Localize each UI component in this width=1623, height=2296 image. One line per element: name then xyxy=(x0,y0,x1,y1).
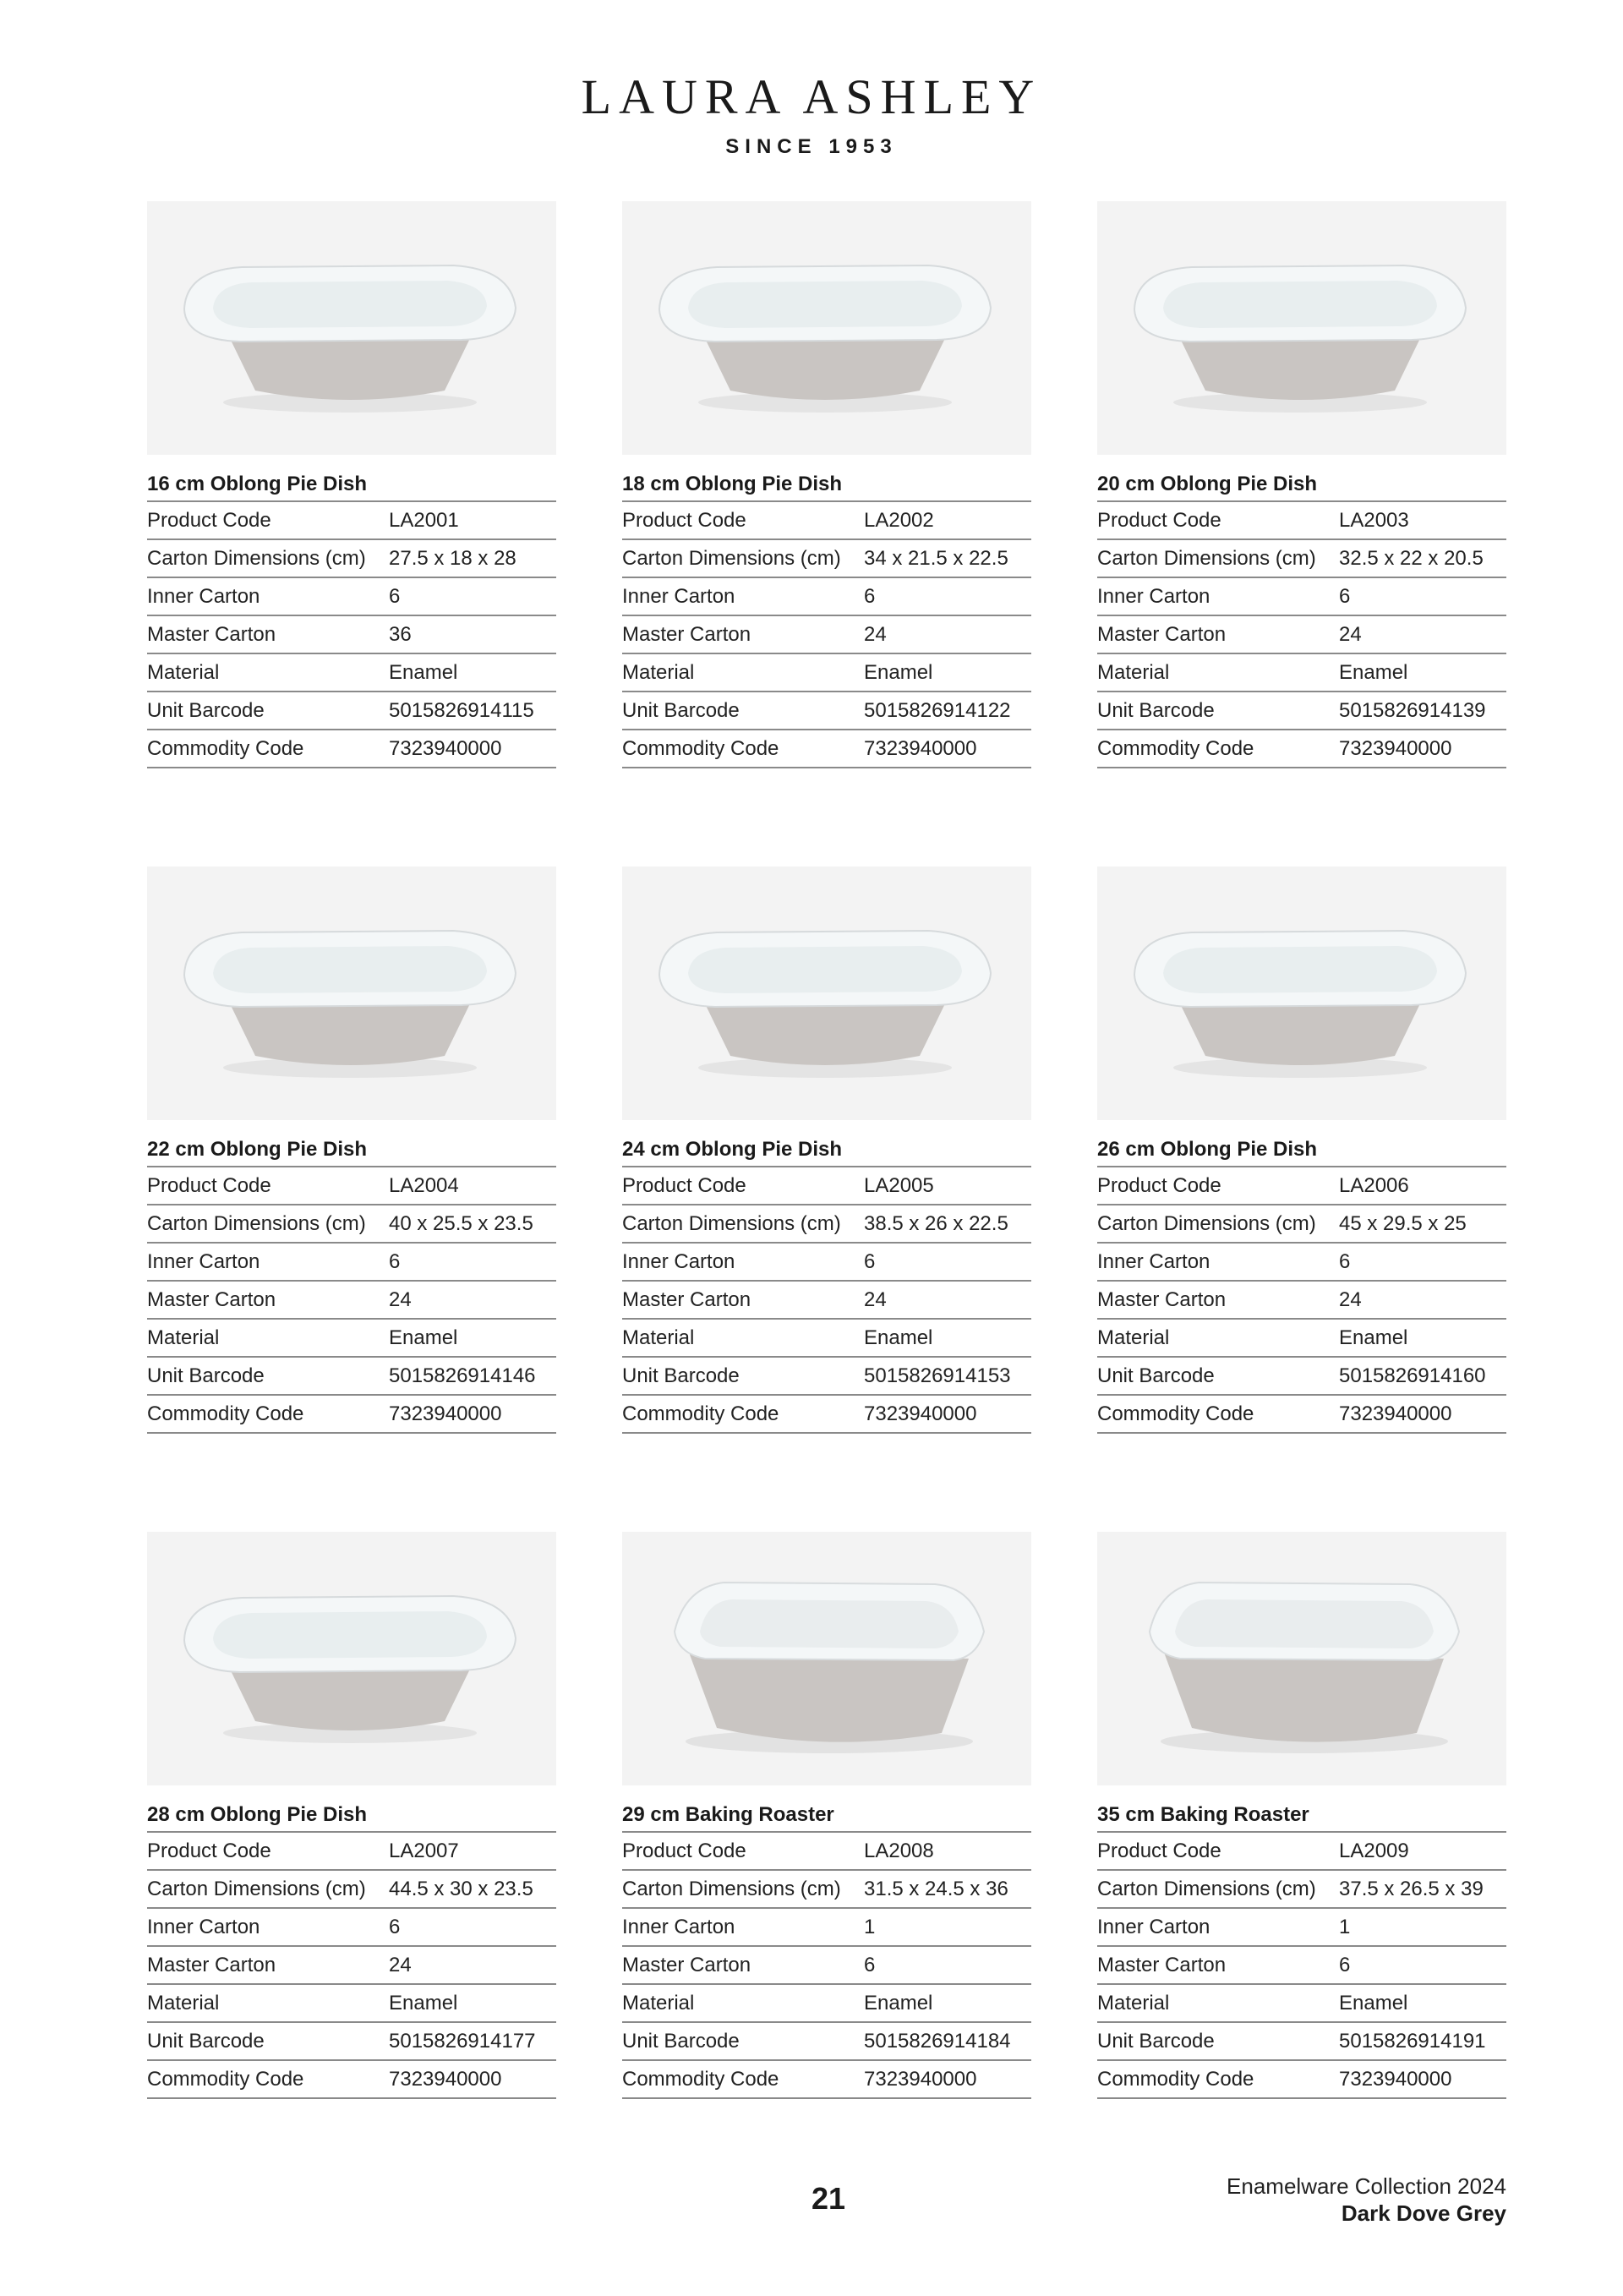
product-card xyxy=(1097,866,1506,1434)
brand-name: LAURA ASHLEY xyxy=(581,69,1042,124)
spec-row-commodity-code xyxy=(1097,1396,1506,1434)
product-card xyxy=(147,866,556,1434)
footer xyxy=(1227,2173,1506,2227)
spec-value: 6 xyxy=(1339,1250,1351,1273)
spec-value: 6 xyxy=(389,585,401,608)
spec-label: Commodity Code xyxy=(622,737,779,760)
spec-row-carton-dimensions xyxy=(1097,1205,1506,1244)
spec-row-carton-dimensions xyxy=(622,1871,1031,1909)
spec-row-unit-barcode xyxy=(147,1358,556,1396)
spec-row-material xyxy=(622,654,1031,692)
product-title: 22 cm Oblong Pie Dish xyxy=(147,1137,556,1167)
spec-value: 7323940000 xyxy=(864,737,977,760)
spec-row-product-code xyxy=(1097,1833,1506,1871)
spec-row-unit-barcode xyxy=(622,692,1031,730)
spec-row-product-code xyxy=(147,1167,556,1205)
spec-label: Product Code xyxy=(1097,1174,1221,1197)
spec-row-carton-dimensions xyxy=(622,540,1031,578)
product-title: 35 cm Baking Roaster xyxy=(1097,1802,1506,1833)
spec-value: 5015826914184 xyxy=(864,2030,1011,2053)
spec-label: Commodity Code xyxy=(622,2068,779,2091)
product-title: 24 cm Oblong Pie Dish xyxy=(622,1137,1031,1167)
spec-label: Master Carton xyxy=(1097,1288,1227,1311)
spec-value: 5015826914177 xyxy=(389,2030,536,2053)
spec-row-inner-carton xyxy=(1097,578,1506,616)
spec-value: Enamel xyxy=(389,661,458,684)
spec-label: Commodity Code xyxy=(1097,1402,1254,1425)
spec-label: Unit Barcode xyxy=(622,2030,740,2053)
spec-value: LA2008 xyxy=(864,1840,934,1862)
spec-value: 36 xyxy=(389,623,412,646)
spec-row-unit-barcode xyxy=(622,1358,1031,1396)
spec-row-product-code xyxy=(1097,1167,1506,1205)
spec-value: LA2009 xyxy=(1339,1840,1409,1862)
spec-row-inner-carton xyxy=(622,1244,1031,1282)
spec-value: 7323940000 xyxy=(389,1402,502,1425)
spec-label: Carton Dimensions (cm) xyxy=(147,1212,366,1235)
spec-label: Product Code xyxy=(622,1840,746,1862)
spec-row-inner-carton xyxy=(1097,1244,1506,1282)
spec-row-inner-carton xyxy=(622,578,1031,616)
spec-row-unit-barcode xyxy=(147,2023,556,2061)
spec-row-inner-carton xyxy=(147,1244,556,1282)
brand-logo xyxy=(0,68,1623,159)
spec-label: Master Carton xyxy=(1097,623,1227,646)
product-card xyxy=(1097,201,1506,768)
spec-label: Inner Carton xyxy=(622,1250,735,1273)
spec-label: Carton Dimensions (cm) xyxy=(1097,1878,1316,1900)
product-card xyxy=(147,201,556,768)
spec-label: Carton Dimensions (cm) xyxy=(147,1878,366,1900)
spec-value: LA2002 xyxy=(864,509,934,532)
spec-value: 7323940000 xyxy=(1339,1402,1452,1425)
spec-label: Material xyxy=(1097,1992,1170,2014)
product-card xyxy=(622,201,1031,768)
spec-label: Unit Barcode xyxy=(1097,699,1215,722)
spec-value: 6 xyxy=(1339,585,1351,608)
page-number: 21 xyxy=(811,2181,846,2216)
spec-value: Enamel xyxy=(1339,1992,1408,2014)
spec-label: Master Carton xyxy=(622,1954,751,1976)
spec-row-master-carton xyxy=(147,616,556,654)
spec-label: Commodity Code xyxy=(1097,737,1254,760)
spec-value: 5015826914146 xyxy=(389,1364,536,1387)
spec-row-master-carton xyxy=(622,616,1031,654)
spec-value: 6 xyxy=(389,1250,401,1273)
spec-value: 6 xyxy=(1339,1954,1351,1976)
spec-label: Inner Carton xyxy=(622,585,735,608)
product-title: 18 cm Oblong Pie Dish xyxy=(622,472,1031,502)
spec-value: Enamel xyxy=(864,661,933,684)
spec-value: 27.5 x 18 x 28 xyxy=(389,547,516,570)
oblong-pie-dish-photo xyxy=(1097,201,1506,455)
spec-value: 7323940000 xyxy=(1339,737,1452,760)
spec-label: Product Code xyxy=(1097,1840,1221,1862)
spec-row-material xyxy=(147,654,556,692)
spec-label: Material xyxy=(622,1326,695,1349)
spec-label: Material xyxy=(147,1326,220,1349)
spec-value: 31.5 x 24.5 x 36 xyxy=(864,1878,1008,1900)
spec-value: LA2006 xyxy=(1339,1174,1409,1197)
spec-value: 24 xyxy=(864,1288,887,1311)
spec-row-material xyxy=(147,1985,556,2023)
spec-row-product-code xyxy=(147,502,556,540)
spec-row-unit-barcode xyxy=(147,692,556,730)
oblong-pie-dish-photo xyxy=(1097,866,1506,1120)
spec-row-master-carton xyxy=(622,1282,1031,1320)
spec-row-master-carton xyxy=(147,1947,556,1985)
spec-label: Commodity Code xyxy=(622,1402,779,1425)
spec-label: Master Carton xyxy=(622,1288,751,1311)
spec-row-commodity-code xyxy=(622,1396,1031,1434)
spec-value: 44.5 x 30 x 23.5 xyxy=(389,1878,533,1900)
spec-label: Master Carton xyxy=(622,623,751,646)
spec-label: Product Code xyxy=(1097,509,1221,532)
spec-value: Enamel xyxy=(864,1992,933,2014)
spec-value: 32.5 x 22 x 20.5 xyxy=(1339,547,1484,570)
spec-row-carton-dimensions xyxy=(1097,540,1506,578)
spec-label: Inner Carton xyxy=(622,1916,735,1938)
spec-label: Unit Barcode xyxy=(622,699,740,722)
spec-value: 40 x 25.5 x 23.5 xyxy=(389,1212,533,1235)
spec-label: Product Code xyxy=(147,509,271,532)
spec-value: LA2003 xyxy=(1339,509,1409,532)
spec-row-carton-dimensions xyxy=(1097,1871,1506,1909)
spec-row-inner-carton xyxy=(1097,1909,1506,1947)
spec-value: LA2001 xyxy=(389,509,459,532)
spec-row-unit-barcode xyxy=(622,2023,1031,2061)
spec-row-commodity-code xyxy=(1097,2061,1506,2099)
spec-label: Master Carton xyxy=(147,1954,276,1976)
spec-row-commodity-code xyxy=(147,730,556,768)
spec-value: 1 xyxy=(1339,1916,1351,1938)
spec-value: LA2004 xyxy=(389,1174,459,1197)
spec-row-commodity-code xyxy=(147,2061,556,2099)
spec-label: Product Code xyxy=(147,1840,271,1862)
product-title: 16 cm Oblong Pie Dish xyxy=(147,472,556,502)
spec-label: Carton Dimensions (cm) xyxy=(1097,1212,1316,1235)
spec-value: 7323940000 xyxy=(389,2068,502,2091)
spec-label: Carton Dimensions (cm) xyxy=(147,547,366,570)
spec-label: Master Carton xyxy=(147,1288,276,1311)
spec-row-unit-barcode xyxy=(1097,1358,1506,1396)
spec-label: Commodity Code xyxy=(147,1402,304,1425)
oblong-pie-dish-photo xyxy=(147,201,556,455)
spec-label: Unit Barcode xyxy=(147,2030,265,2053)
spec-label: Inner Carton xyxy=(147,1250,260,1273)
product-title: 28 cm Oblong Pie Dish xyxy=(147,1802,556,1833)
spec-value: Enamel xyxy=(389,1326,458,1349)
spec-value: 6 xyxy=(864,1250,876,1273)
spec-value: Enamel xyxy=(1339,1326,1408,1349)
spec-row-inner-carton xyxy=(147,578,556,616)
spec-label: Inner Carton xyxy=(1097,1250,1210,1273)
spec-value: 6 xyxy=(389,1916,401,1938)
spec-row-carton-dimensions xyxy=(622,1205,1031,1244)
product-title: 20 cm Oblong Pie Dish xyxy=(1097,472,1506,502)
spec-row-carton-dimensions xyxy=(147,1205,556,1244)
spec-value: 24 xyxy=(389,1954,412,1976)
spec-row-unit-barcode xyxy=(1097,2023,1506,2061)
spec-row-master-carton xyxy=(1097,1282,1506,1320)
spec-label: Carton Dimensions (cm) xyxy=(622,1212,841,1235)
spec-value: 1 xyxy=(864,1916,876,1938)
spec-label: Material xyxy=(1097,661,1170,684)
spec-row-product-code xyxy=(622,1833,1031,1871)
spec-label: Material xyxy=(622,661,695,684)
baking-roaster-photo xyxy=(1097,1532,1506,1785)
spec-label: Product Code xyxy=(147,1174,271,1197)
spec-label: Unit Barcode xyxy=(622,1364,740,1387)
spec-row-unit-barcode xyxy=(1097,692,1506,730)
spec-row-product-code xyxy=(622,1167,1031,1205)
spec-value: 5015826914122 xyxy=(864,699,1011,722)
spec-value: 6 xyxy=(864,585,876,608)
spec-label: Commodity Code xyxy=(1097,2068,1254,2091)
spec-label: Product Code xyxy=(622,1174,746,1197)
product-card xyxy=(1097,1532,1506,2099)
spec-value: LA2007 xyxy=(389,1840,459,1862)
brand-since: SINCE 1953 xyxy=(725,135,898,158)
spec-row-material xyxy=(622,1985,1031,2023)
spec-value: 7323940000 xyxy=(1339,2068,1452,2091)
spec-row-carton-dimensions xyxy=(147,540,556,578)
spec-label: Inner Carton xyxy=(1097,1916,1210,1938)
spec-row-master-carton xyxy=(147,1282,556,1320)
spec-row-material xyxy=(1097,1320,1506,1358)
spec-label: Material xyxy=(147,1992,220,2014)
spec-row-commodity-code xyxy=(1097,730,1506,768)
spec-value: 45 x 29.5 x 25 xyxy=(1339,1212,1467,1235)
spec-row-material xyxy=(147,1320,556,1358)
spec-label: Commodity Code xyxy=(147,2068,304,2091)
spec-row-material xyxy=(1097,1985,1506,2023)
spec-value: 5015826914115 xyxy=(389,699,534,722)
spec-value: 24 xyxy=(1339,1288,1362,1311)
spec-value: 24 xyxy=(864,623,887,646)
spec-label: Unit Barcode xyxy=(1097,1364,1215,1387)
product-title: 29 cm Baking Roaster xyxy=(622,1802,1031,1833)
spec-value: 5015826914160 xyxy=(1339,1364,1486,1387)
spec-label: Material xyxy=(1097,1326,1170,1349)
product-card xyxy=(622,866,1031,1434)
spec-value: 7323940000 xyxy=(864,1402,977,1425)
spec-value: 5015826914153 xyxy=(864,1364,1011,1387)
footer-collection: Enamelware Collection 2024 xyxy=(1227,2173,1506,2199)
spec-value: Enamel xyxy=(389,1992,458,2014)
oblong-pie-dish-photo xyxy=(147,1532,556,1785)
spec-value: LA2005 xyxy=(864,1174,934,1197)
spec-row-carton-dimensions xyxy=(147,1871,556,1909)
spec-value: 7323940000 xyxy=(864,2068,977,2091)
product-card xyxy=(147,1532,556,2099)
spec-label: Inner Carton xyxy=(1097,585,1210,608)
spec-row-inner-carton xyxy=(622,1909,1031,1947)
spec-row-commodity-code xyxy=(622,730,1031,768)
spec-value: 24 xyxy=(389,1288,412,1311)
spec-value: Enamel xyxy=(1339,661,1408,684)
spec-label: Product Code xyxy=(622,509,746,532)
spec-row-master-carton xyxy=(1097,616,1506,654)
spec-row-commodity-code xyxy=(147,1396,556,1434)
spec-value: 5015826914191 xyxy=(1339,2030,1486,2053)
spec-value: Enamel xyxy=(864,1326,933,1349)
spec-label: Unit Barcode xyxy=(147,699,265,722)
spec-label: Commodity Code xyxy=(147,737,304,760)
spec-value: 37.5 x 26.5 x 39 xyxy=(1339,1878,1484,1900)
spec-row-material xyxy=(622,1320,1031,1358)
spec-row-product-code xyxy=(147,1833,556,1871)
spec-label: Carton Dimensions (cm) xyxy=(622,1878,841,1900)
spec-label: Inner Carton xyxy=(147,585,260,608)
spec-label: Master Carton xyxy=(1097,1954,1227,1976)
oblong-pie-dish-photo xyxy=(622,866,1031,1120)
spec-value: 34 x 21.5 x 22.5 xyxy=(864,547,1008,570)
product-title: 26 cm Oblong Pie Dish xyxy=(1097,1137,1506,1167)
spec-label: Material xyxy=(622,1992,695,2014)
spec-label: Carton Dimensions (cm) xyxy=(1097,547,1316,570)
spec-value: 7323940000 xyxy=(389,737,502,760)
spec-label: Material xyxy=(147,661,220,684)
product-card xyxy=(622,1532,1031,2099)
spec-value: 38.5 x 26 x 22.5 xyxy=(864,1212,1008,1235)
spec-row-master-carton xyxy=(1097,1947,1506,1985)
footer-color: Dark Dove Grey xyxy=(1341,2200,1506,2226)
spec-value: 24 xyxy=(1339,623,1362,646)
oblong-pie-dish-photo xyxy=(622,201,1031,455)
spec-label: Master Carton xyxy=(147,623,276,646)
spec-label: Inner Carton xyxy=(147,1916,260,1938)
spec-label: Unit Barcode xyxy=(1097,2030,1215,2053)
spec-label: Carton Dimensions (cm) xyxy=(622,547,841,570)
spec-row-material xyxy=(1097,654,1506,692)
spec-value: 6 xyxy=(864,1954,876,1976)
baking-roaster-photo xyxy=(622,1532,1031,1785)
spec-row-commodity-code xyxy=(622,2061,1031,2099)
spec-value: 5015826914139 xyxy=(1339,699,1486,722)
spec-row-inner-carton xyxy=(147,1909,556,1947)
spec-row-master-carton xyxy=(622,1947,1031,1985)
spec-label: Unit Barcode xyxy=(147,1364,265,1387)
spec-row-product-code xyxy=(1097,502,1506,540)
spec-row-product-code xyxy=(622,502,1031,540)
oblong-pie-dish-photo xyxy=(147,866,556,1120)
